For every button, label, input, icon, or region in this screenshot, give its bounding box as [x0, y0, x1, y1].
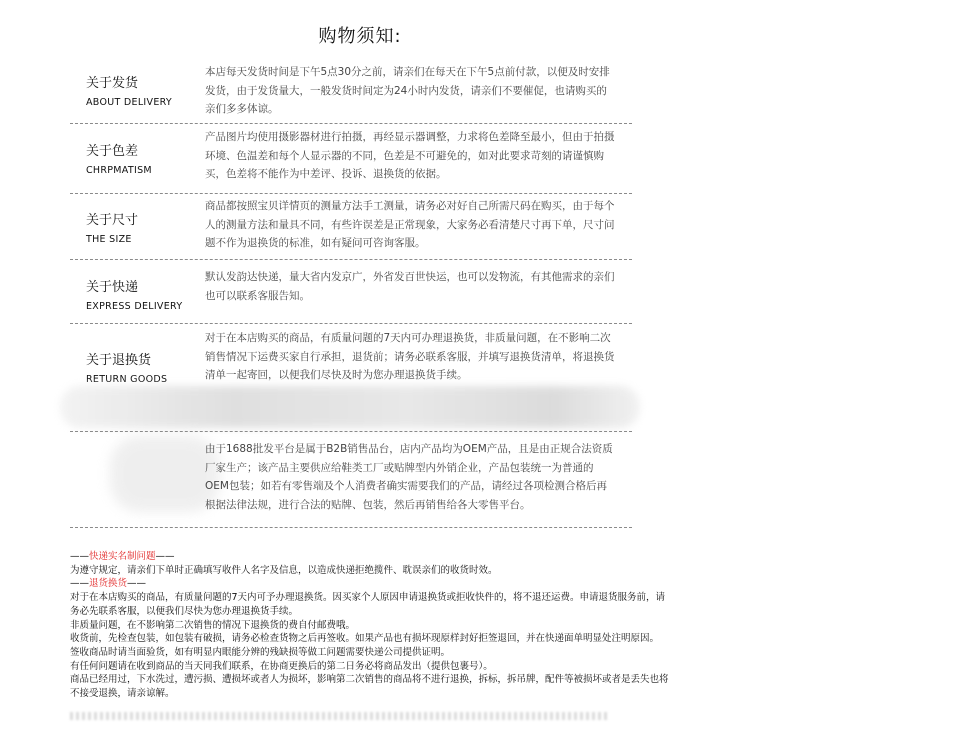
- notes-heading-returns: ——退货换货——: [70, 578, 147, 590]
- section-title-en: ABOUT DELIVERY: [86, 97, 173, 108]
- section-body: 产品图片均使用摄影器材进行拍摄，再经显示器调整，力求将色差降至最小，但由于拍摄环境、色温差和每个人显示器的不同，色差是不可避免的，如对此要求苛刻的请谨慎购买，色差将不能作为中差评、投诉、退换货的依据。: [205, 131, 615, 180]
- section-title-zh: 关于快递: [86, 280, 139, 295]
- section-title-zh: 关于退换货: [86, 353, 152, 368]
- section-body: 本店每天发货时间是下午5点30分之前，请亲们在每天在下午5点前付款，以便及时安排发货，由于发货量大，一般发货时间定为24小时内发货，请亲们不要催促，也请购买的亲们多多体谅。: [205, 66, 610, 115]
- blurred-area: [60, 386, 640, 428]
- section-title-en: THE SIZE: [86, 234, 132, 245]
- notes-line: 非质量问题，在不影响第二次销售的情况下退换货的费自付邮费哦。: [70, 619, 356, 631]
- notes-block: [70, 550, 670, 701]
- notes-heading-real-name: ——快递实名制问题——: [70, 551, 175, 562]
- section-body: 由于1688批发平台是属于B2B销售品台，店内产品均为OEM产品，且是由正规合法资质厂家生产；该产品主要供应给鞋类工厂或贴牌型内外销企业，产品包装统一为普通的OEM包装；如若有零售端及个人消费者确实需要我们的产品，请经过各项检测合格后再根据法律法规，进行合法的贴牌、包装，然后再销售给各大零售平台。: [205, 443, 613, 511]
- page-title: 购物须知:: [318, 26, 402, 47]
- notes-line: 有任何问题请在收到商品的当天同我们联系，在协商更换后的第二日务必将商品发出（提供包裹号）。: [70, 660, 493, 672]
- section-oem-notice: [70, 431, 632, 528]
- section-body: 对于在本店购买的商品，有质量问题的7天内可办理退换货，非质量问题，在不影响二次销售情况下运费买家自行承担，退货前；请务必联系客服，并填写退换货清单，将退换货清单一起寄回，以便我们尽快及时为您办理退换货手续。: [205, 332, 615, 381]
- section-title-zh: 关于色差: [86, 144, 139, 159]
- notes-line: 收货前，先检查包装，如包装有破损，请务必检查货物之后再签收。如果产品也有损坏现原样封好拒签退回，并在快递面单明显处注明原因。: [70, 633, 660, 645]
- section-title-zh: 关于尺寸: [86, 213, 139, 228]
- section-title-en: RETURN GOODS: [86, 374, 168, 385]
- notes-line: 商品已经用过，下水洗过，遭污损、遭损坏或者人为损坏，影响第二次销售的商品将不进行退换，拆标，拆吊牌，配件等被损坏或者是丢失也将不接受退换，请亲谅解。: [70, 674, 669, 700]
- section-body: 默认发韵达快递，量大省内发京广，外省发百世快运，也可以发物流，有其他需求的亲们也可以联系客服告知。: [205, 271, 615, 302]
- notes-line: 为遵守规定，请亲们下单时正确填写收件人名字及信息，以造成快递拒绝揽件、耽误亲们的收货时效。: [70, 564, 498, 576]
- notes-line: 对于在本店购买的商品，有质量问题的7天内可予办理退换货。因买家个人原因申请退换货或拒收快件的，将不退还运费。申请退货服务前，请务必先联系客服，以便我们尽快为您办理退换货手续。: [70, 592, 666, 617]
- section-chromatism: [70, 123, 632, 194]
- section-title-zh: 关于发货: [86, 76, 139, 91]
- section-title-en: EXPRESS DELIVERY: [86, 301, 183, 312]
- notes-line: 签收商品时请当面验货，如有明显内眼能分辨的残缺损等做工问题需要快递公司提供证明。: [70, 646, 451, 658]
- section-body: 商品都按照宝贝详情页的测量方法手工测量，请务必对好自己所需尺码在购买，由于每个人的测量方法和量具不同，有些许误差是正常现象，大家务必看清楚尺寸再下单，尺寸问题不作为退换货的标准，如有疑问可咨询客服。: [205, 200, 615, 249]
- section-title-en: CHRPMATISM: [86, 165, 152, 176]
- section-delivery: [70, 55, 632, 124]
- cut-off-text: [70, 712, 610, 720]
- section-express: [70, 259, 632, 324]
- section-size: [70, 193, 632, 260]
